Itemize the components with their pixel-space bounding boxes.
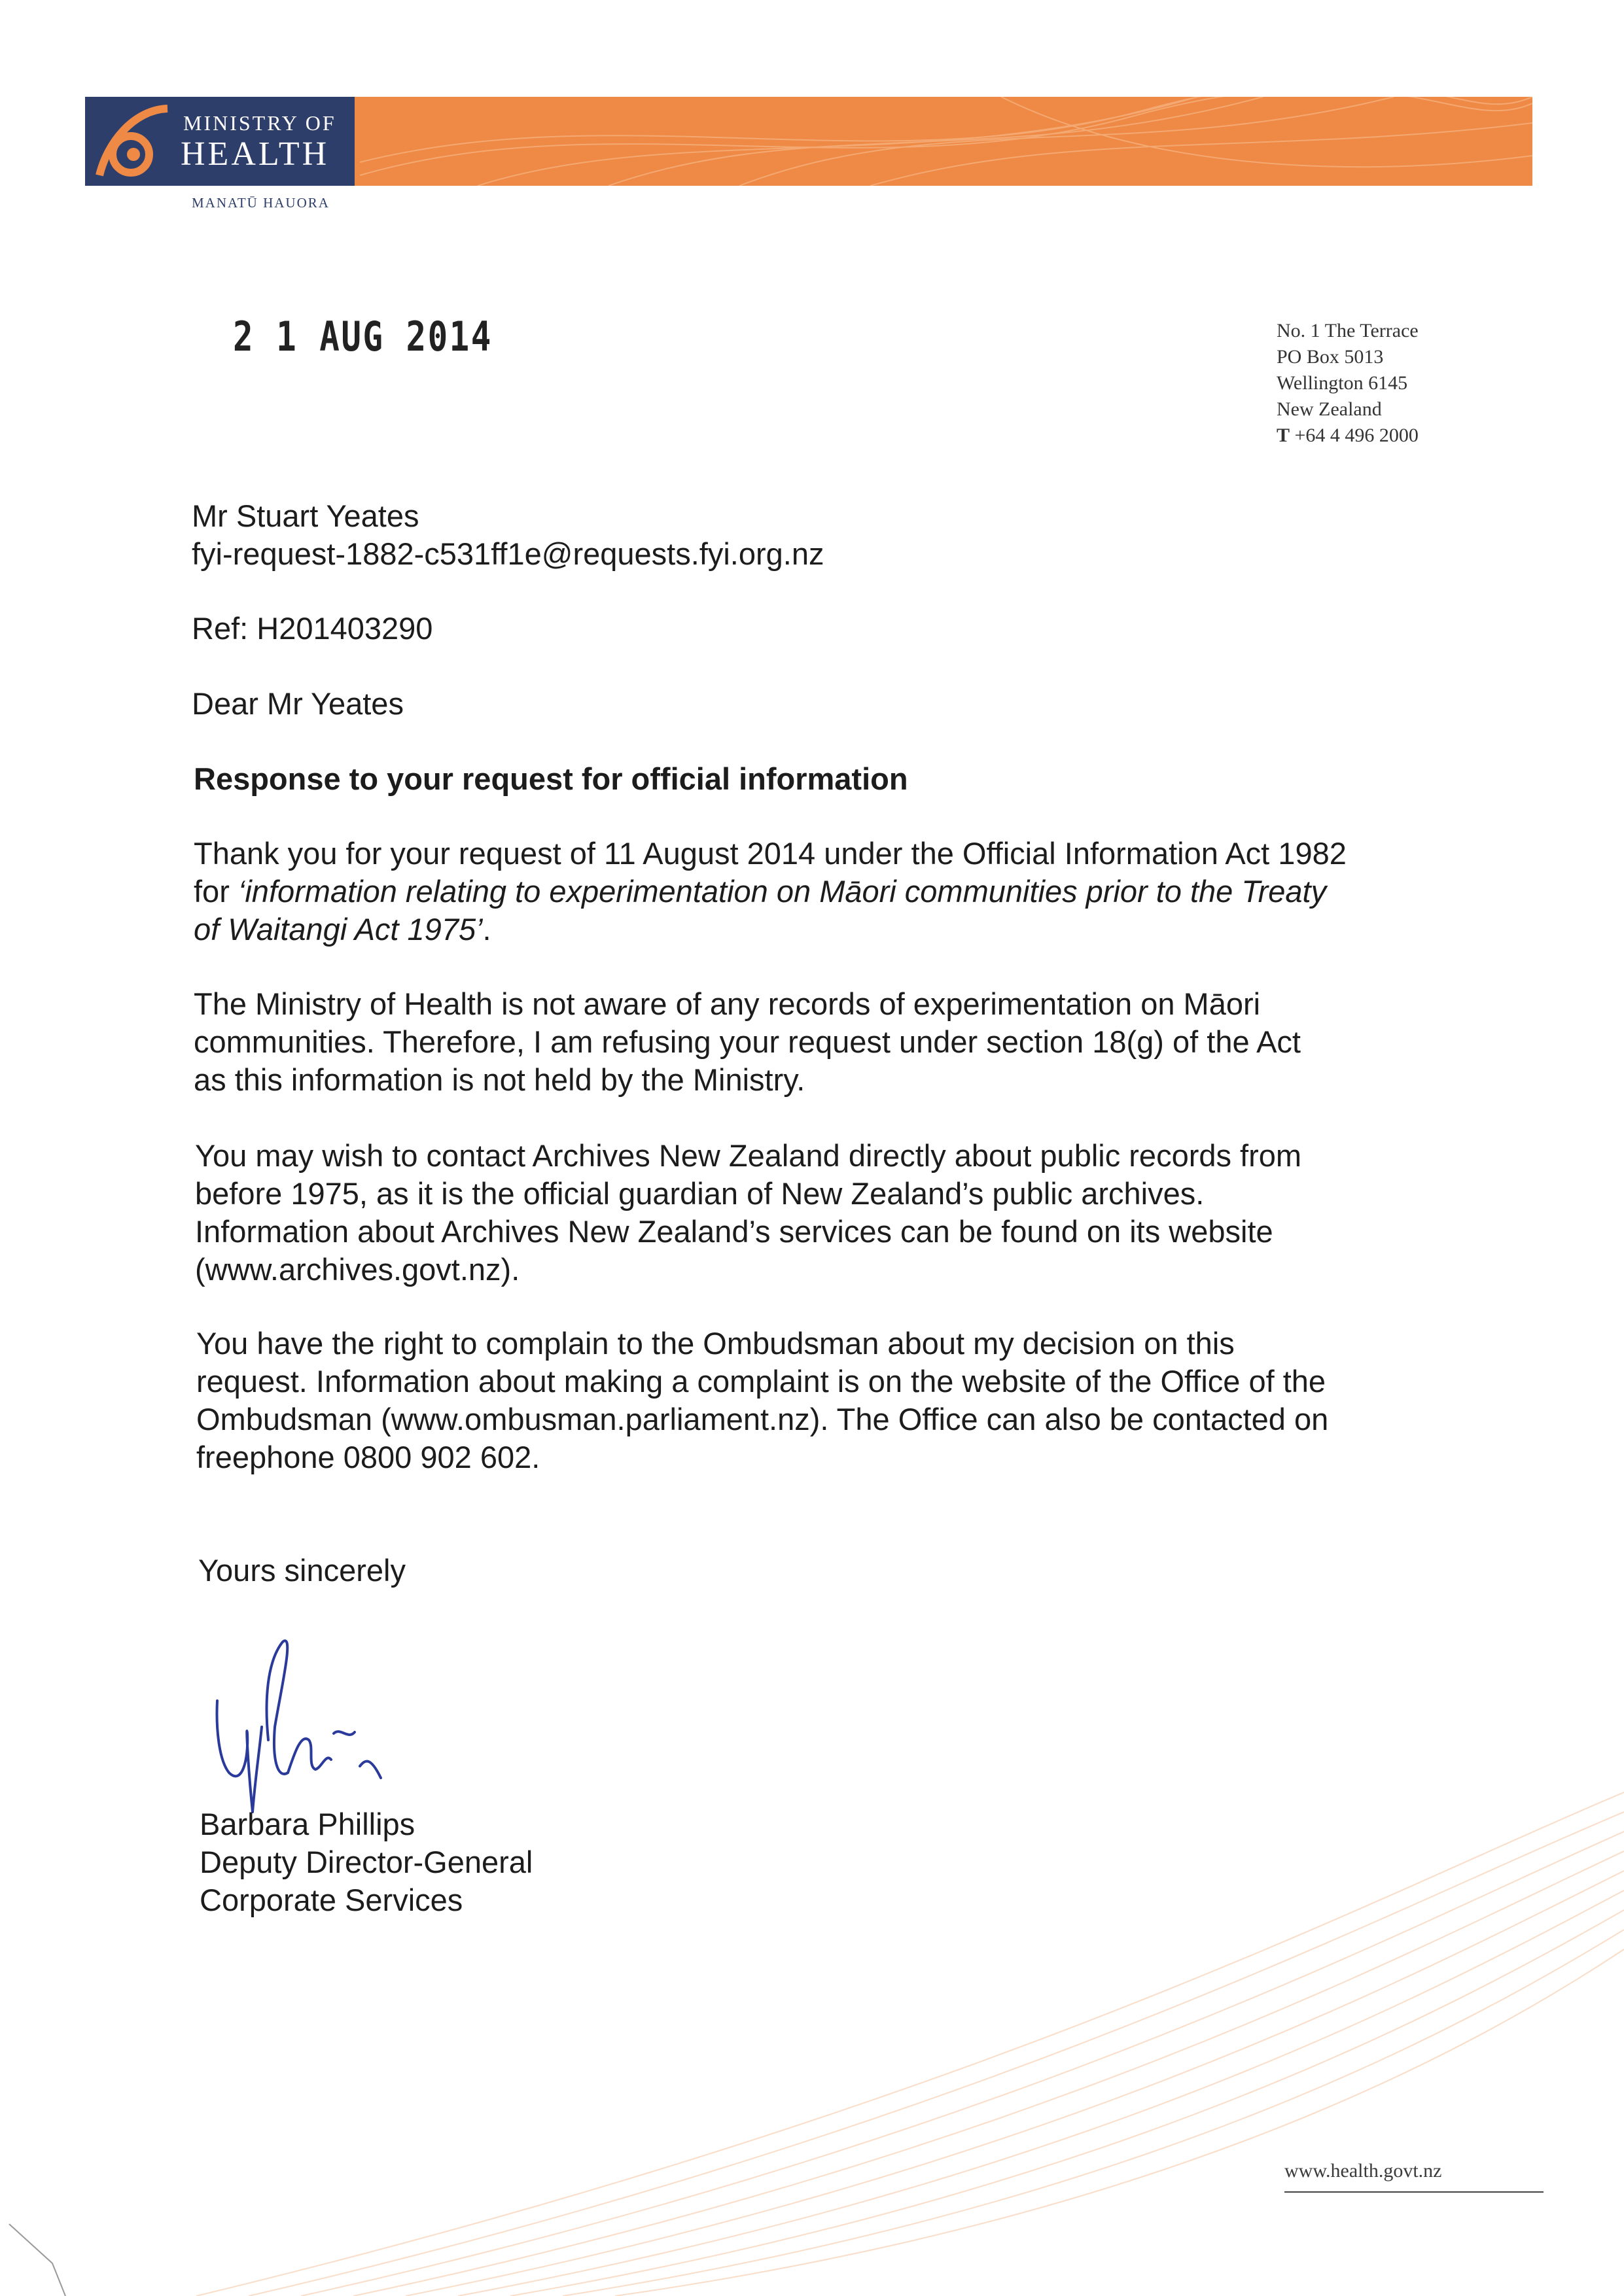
closing: Yours sincerely [198, 1553, 406, 1588]
letter-subject: Response to your request for official information [194, 761, 908, 796]
footer-website: www.health.govt.nz [1284, 2160, 1442, 2182]
paragraph-line: You have the right to complain to the Ombudsman about my decision on this [196, 1326, 1235, 1361]
quoted-request: of Waitangi Act 1975’ [194, 912, 483, 947]
address-line: Wellington 6145 [1277, 372, 1408, 394]
paragraph-ombudsman [196, 1325, 1328, 1476]
reference-number: Ref: H201403290 [192, 611, 433, 646]
paragraph-line: Ombudsman (www.ombusman.parliament.nz). The Office can also be contacted on [196, 1402, 1329, 1436]
paragraph-line: before 1975, as it is the official guardian of New Zealand’s public archives. [195, 1176, 1205, 1211]
address-line: No. 1 The Terrace [1277, 320, 1419, 341]
letterhead-banner [85, 97, 1532, 186]
paragraph-line: Information about Archives New Zealand’s services can be found on its website [195, 1214, 1273, 1249]
phone-label: T [1277, 425, 1290, 446]
paragraph-line: communities. Therefore, I am refusing your request under section 18(g) of the Act [194, 1024, 1301, 1059]
signatory-division: Corporate Services [200, 1883, 463, 1917]
text-span: . [482, 912, 491, 947]
paragraph-line: You may wish to contact Archives New Zealand directly about public records from [195, 1138, 1302, 1173]
org-name-line2: HEALTH [181, 135, 330, 173]
koru-logo-icon [94, 103, 173, 179]
org-name-line1: MINISTRY OF [183, 111, 336, 135]
sender-address [1277, 318, 1419, 449]
salutation: Dear Mr Yeates [192, 686, 404, 721]
paragraph-request [194, 835, 1347, 948]
paragraph-line [194, 911, 1347, 948]
recipient-email: fyi-request-1882-c531ff1e@requests.fyi.org.nz [192, 536, 824, 571]
address-line: PO Box 5013 [1277, 346, 1384, 368]
signatory-title: Deputy Director-General [200, 1845, 533, 1879]
footer-swoosh-pattern [0, 1766, 1624, 2296]
paragraph-line: The Ministry of Health is not aware of any records of experimentation on Māori [194, 986, 1261, 1021]
paragraph-archives [195, 1137, 1301, 1289]
paragraph-line: as this information is not held by the Ministry. [194, 1062, 805, 1097]
quoted-request: ‘information relating to experimentation on Māori communities prior to the Treaty [238, 874, 1327, 909]
page-corner-mark [7, 2211, 79, 2296]
paragraph-refusal [194, 985, 1301, 1099]
date-stamp: 2 1 AUG 2014 [233, 313, 493, 360]
signatory-name: Barbara Phillips [200, 1807, 415, 1841]
ministry-logo [85, 97, 355, 186]
recipient-name: Mr Stuart Yeates [192, 498, 419, 533]
address-line: New Zealand [1277, 398, 1382, 420]
phone-number: +64 4 496 2000 [1294, 425, 1419, 446]
paragraph-line: freephone 0800 902 602. [196, 1440, 540, 1474]
paragraph-line: request. Information about making a complaint is on the website of the Office of the [196, 1364, 1326, 1399]
org-maori-name: MANATŪ HAUORA [192, 195, 330, 211]
text-span: for [194, 874, 238, 909]
paragraph-line [194, 873, 1347, 911]
paragraph-line: (www.archives.govt.nz). [195, 1252, 520, 1287]
paragraph-line: Thank you for your request of 11 August 2014 under the Official Information Act 1982 [194, 836, 1347, 871]
phone-line [1277, 423, 1419, 449]
footer-divider [1284, 2191, 1544, 2193]
